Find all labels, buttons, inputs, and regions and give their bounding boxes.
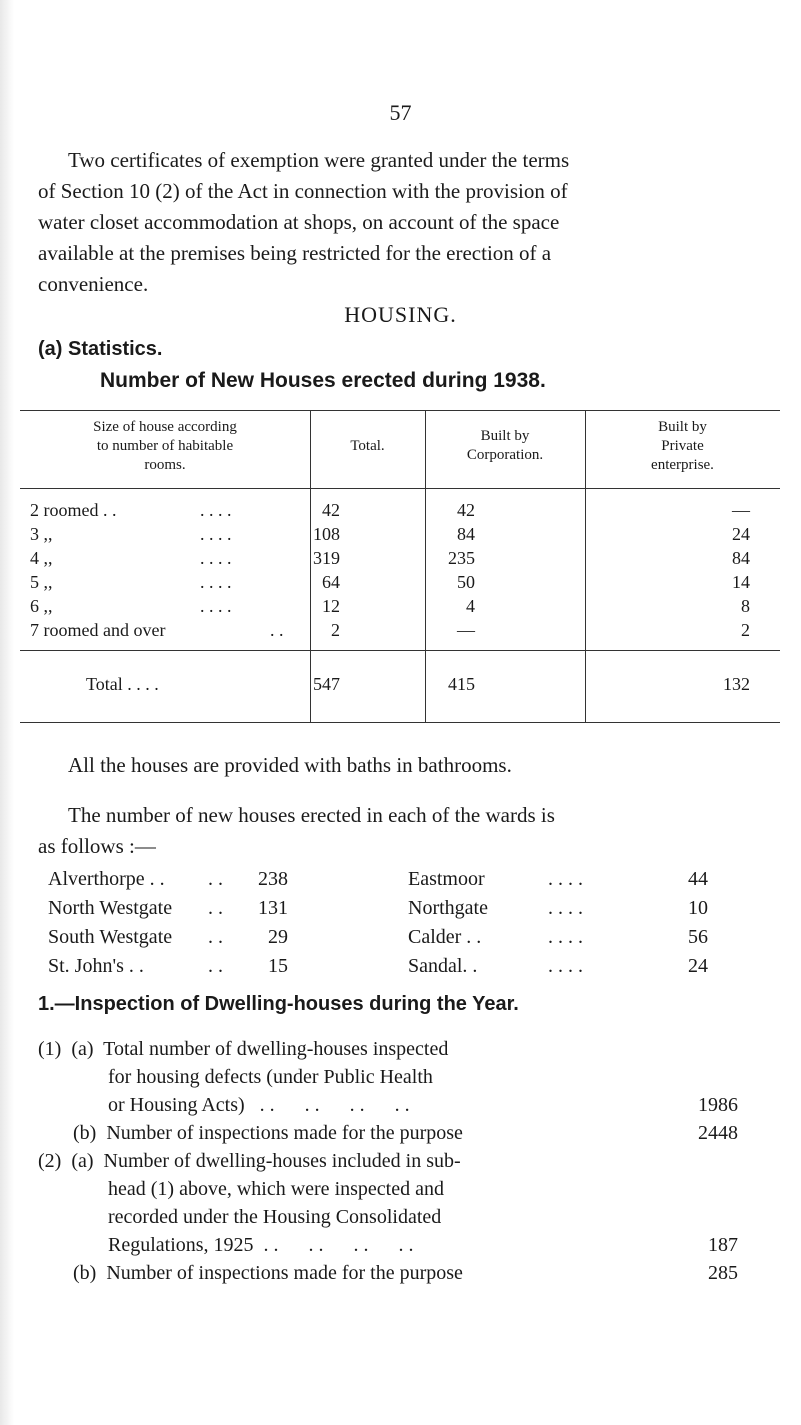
subsection-heading: (a) Statistics. xyxy=(38,338,163,360)
table-rule xyxy=(20,488,780,489)
ward-row: South Westgate . . 29 Calder . . . . . . 56 xyxy=(48,926,708,948)
table-row: 4 ,, . . . . 319 235 84 xyxy=(30,548,750,568)
header-private: Built by Private enterprise. xyxy=(651,419,714,473)
page-edge-shadow xyxy=(0,0,14,1425)
header-size: Size of house according to number of habitable rooms. xyxy=(93,419,237,473)
wards-intro-line: The number of new houses erected in each of the wards is xyxy=(68,803,555,827)
ward-row: North Westgate . . 131 Northgate . . . . 10 xyxy=(48,897,708,919)
table-row: 7 roomed and over . . 2 — 2 xyxy=(30,620,750,640)
wards-intro xyxy=(38,800,738,862)
wards-intro-line: as follows :— xyxy=(38,834,156,858)
wards-list xyxy=(48,868,768,984)
section-title: HOUSING. xyxy=(344,302,457,327)
table-rule xyxy=(20,722,780,723)
ward-row: St. John's . . . . 15 Sandal. . . . . . 24 xyxy=(48,955,708,977)
inspection-line: for housing defects (under Public Health xyxy=(38,1066,433,1088)
inspection-list xyxy=(38,1035,778,1287)
inspection-line: (b) Number of inspections made for the purpose 2448 xyxy=(38,1122,738,1144)
page-number: 57 xyxy=(389,100,412,125)
header-corporation: Built by Corporation. xyxy=(466,428,544,463)
inspection-line: Regulations, 1925 . . . . . . . . 187 xyxy=(38,1234,738,1256)
inspection-line: (2) (a) Number of dwelling-houses included in sub- xyxy=(38,1150,461,1172)
intro-line: water closet accommodation at shops, on account of the space xyxy=(38,210,560,234)
intro-line: convenience. xyxy=(38,272,149,296)
inspection-line: or Housing Acts) . . . . . . . . 1986 xyxy=(38,1094,738,1116)
inspection-line: recorded under the Housing Consolidated xyxy=(38,1206,442,1228)
inspection-line: (1) (a) Total number of dwelling-houses inspected xyxy=(38,1038,449,1060)
table-row: 3 ,, . . . . 108 84 24 xyxy=(30,524,750,544)
header-total: Total. xyxy=(350,438,385,454)
intro-line: of Section 10 (2) of the Act in connection with the provision of xyxy=(38,179,568,203)
intro-line: available at the premises being restricted for the erection of a xyxy=(38,241,552,265)
inspection-heading: 1.—Inspection of Dwelling-houses during the Year. xyxy=(38,993,519,1015)
table-rule xyxy=(20,410,780,411)
table-row: 6 ,, . . . . 12 4 8 xyxy=(30,596,750,616)
table-row: 5 ,, . . . . 64 50 14 xyxy=(30,572,750,592)
table-total-row: Total . . . . 547 415 132 xyxy=(86,674,750,694)
intro-line: Two certificates of exemption were granted under the terms xyxy=(68,148,570,172)
inspection-line: head (1) above, which were inspected and xyxy=(38,1178,444,1200)
inspection-line: (b) Number of inspections made for the purpose 285 xyxy=(38,1262,738,1284)
table-rule xyxy=(20,650,780,651)
baths-note: All the houses are provided with baths in bathrooms. xyxy=(68,753,512,777)
ward-row: Alverthorpe . . . . 238 Eastmoor . . . . 44 xyxy=(48,868,708,890)
table-row: 2 roomed . . . . . . 42 42 — xyxy=(30,500,750,520)
table-title: Number of New Houses erected during 1938. xyxy=(100,369,546,392)
intro-paragraph xyxy=(38,145,738,300)
houses-table xyxy=(20,410,780,722)
